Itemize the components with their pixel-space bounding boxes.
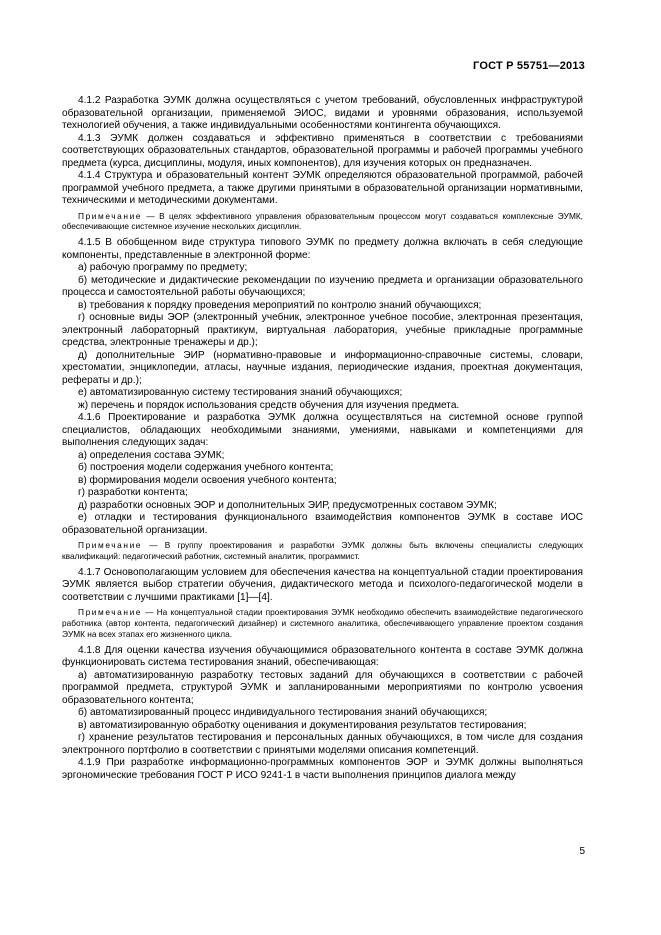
list-item: д) дополнительные ЭИР (нормативно-правовые и информационно-справочные системы, словари, хрестоматии, энциклопедии, атласы, научные издания, периодические издания, проектная документация, рефераты и др.);: [62, 349, 583, 386]
note-dash: —: [142, 210, 160, 221]
list-item: в) автоматизированную обработку оценивания и документирования результатов тестирования;: [78, 719, 527, 731]
list-item: б) построения модели содержания учебного контента;: [78, 462, 334, 474]
list-item: б) автоматизированный процесс индивидуального тестирования знаний обучающихся;: [78, 707, 488, 719]
document-code: ГОСТ Р 55751—2013: [473, 60, 585, 72]
list-item: г) основные виды ЭОР (электронный учебник, электронное учебное пособие, электронная презентация, электронный лабораторный практикум, виртуальная лаборатория, учебные прикладные программные средства, электронные тренажеры и др.);: [62, 312, 583, 349]
clause-4-1-4: 4.1.4 Структура и образовательный контент ЭУМК определяются образовательной программой, рабочей программой учебного предмета, а также другими принятыми в образовательной организации нормативными, техническими и методическими документами.: [62, 170, 583, 206]
note-text: В группу проектирования и разработки ЭУМК должны быть включены специалисты следующих квалификаций: педагогический работник, системный аналитик, программист.: [62, 540, 583, 561]
page-number: 5: [579, 846, 585, 857]
list-item: а) определения состава ЭУМК;: [78, 449, 225, 461]
list-item: б) методические и дидактические рекомендации по изучению предмета и организации образовательного процесса и самостоятельной работы обучающихся;: [62, 274, 583, 299]
clause-4-1-8: 4.1.8 Для оценки качества изучения обучающимися образовательного контента в составе ЭУМК должна функционировать система тестирования знаний, обеспечивающая:: [62, 644, 583, 669]
note-label: Примечание: [78, 607, 143, 618]
note-label: Примечание: [78, 210, 143, 221]
clause-4-1-7: 4.1.7 Основополагающим условием для обеспечения качества на концептуальной стадии проектирования ЭУМК является выбор стратегии обучения, дидактического метода и психолого-педагогической модели в соответствии с лучшими практиками [1]—[4].: [62, 566, 583, 603]
note-dash: —: [142, 607, 157, 618]
note-2: [62, 540, 583, 562]
list-item: д) разработки основных ЭОР и дополнительных ЭИР, предусмотренных составом ЭУМК;: [78, 499, 497, 511]
list-item: г) разработки контента;: [78, 487, 188, 499]
note-label: Примечание: [78, 540, 143, 551]
list-item: е) отладки и тестирования функционального взаимодействия компонентов ЭУМК в составе ИОС образовательной организации.: [62, 512, 583, 536]
clause-4-1-6: 4.1.6 Проектирование и разработка ЭУМК должна осуществляться на системной основе группой специалистов, обладающих необходимыми знаниями, умениями, навыками и компетенциями для выполнения следующих задач:: [62, 412, 583, 449]
list-item: е) автоматизированную систему тестирования знаний обучающихся;: [78, 387, 403, 399]
document-body: [62, 95, 583, 782]
note-3: [62, 607, 583, 639]
list-item: ж) перечень и порядок использования средств обучения для изучения предмета.: [78, 399, 460, 411]
note-text: В целях эффективного управления образовательным процессом могут создаваться комплексные ЭУМК, обеспечивающие системное изучение нескольких дисциплин.: [62, 210, 583, 232]
list-item: а) рабочую программу по предмету;: [78, 262, 248, 274]
note-text: На концептуальной стадии проектирования ЭУМК необходимо обеспечить взаимодействие педагогического работника (автор контента, педагогический дизайнер) и системного аналитика, обеспечивающего управление проектом создания ЭУМК на всех этапах его жизненного цикла.: [62, 607, 583, 639]
list-item: в) требования к порядку проведения мероприятий по контролю знаний обучающихся;: [78, 299, 482, 311]
clause-4-1-3: 4.1.3 ЭУМК должен создаваться и эффективно применяться в соответствии с требованиями соответствующих образовательных стандартов, образовательной программы и рабочей программы учебного предмета (курса, дисциплины, модуля, иных компонентов), для изучения которых он предназначен.: [62, 132, 583, 169]
clause-4-1-9: 4.1.9 При разработке информационно-программных компонентов ЭОР и ЭУМК должны выполняться эргономические требования ГОСТ Р ИСО 9241-1 в части выполнения принципов диалога между: [62, 757, 583, 781]
list-item: г) хранение результатов тестирования и персональных данных обучающихся, в том числе для создания электронного портфолио в соответствии с принятыми моделями описания компетенций.: [62, 732, 583, 756]
list-item: в) формирования модели освоения учебного контента;: [78, 474, 337, 486]
note-1: [62, 211, 583, 233]
note-dash: —: [142, 540, 165, 551]
clause-4-1-2: 4.1.2 Разработка ЭУМК должна осуществляться с учетом требований, обусловленных инфраструктурой образовательной организации, применяемой ЭИОС, видами и уровнями образования, используемой технологией обучения, а также индивидуальными особенностями контингента обучающихся.: [62, 95, 583, 131]
clause-4-1-5: 4.1.5 В обобщенном виде структура типового ЭУМК по предмету должна включать в себя следующие компоненты, представленные в электронной форме:: [62, 237, 583, 261]
list-item: а) автоматизированную разработку тестовых заданий для обучающихся в соответствии с рабочей программой предмета, структурой ЭУМК и запланированными мероприятиями по контролю усвоения образовательного контента;: [62, 669, 583, 706]
